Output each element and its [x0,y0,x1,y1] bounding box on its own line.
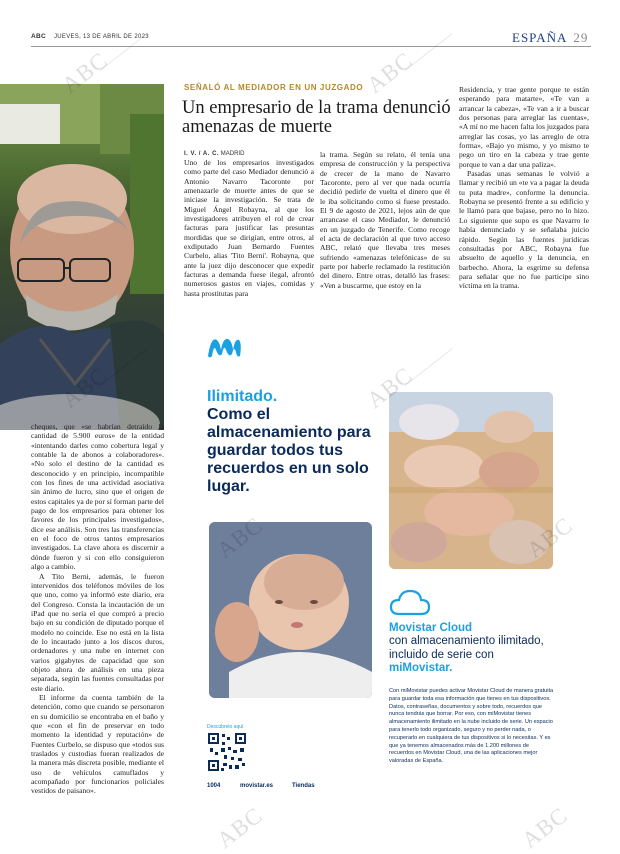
baby-photo [209,522,372,698]
byline-author: I. V. / A. C. [184,151,220,157]
ad-product-block [389,622,549,676]
running-header [31,33,149,40]
ad-headline-highlight: Ilimitado. [207,388,278,405]
issue-date: JUEVES, 13 DE ABRIL DE 2023 [53,34,149,40]
article-column-1 [184,158,314,298]
article-paragraph: Pasadas unas semanas le volvió a llamar y recibió un «te va a pagar la deuda tu puta madre», conforme la denuncia. Robayna se presentó frente a su edificio y le llamó para que bajase, pero no lo hizo. Lo siguiente que supo es que Navarro le había denunciado y se señalaba juicio rápido. Según las fuentes jurídicas consultadas por ABC, Robayna fue absuelto de aquello y la denuncia, en barbecho. Ahora, la esgrime su defensa para señalar que no fue participe sino víctima en la trama. [459,169,589,291]
watermark: ABC [517,802,573,853]
qr-code[interactable] [207,732,247,772]
article-paragraph: El informe da cuenta también de la detención, como que cuando se personaron en su domicilio se encontraba en el baño y que «con el fin de preservar en todo momento la identidad y reputación» de Fuentes Curbelo, se dispuso que «todos sus traslados y custodias fueran realizados de la manera más discreta posible, mediante el uso de vehículos camuflados y acompañado por funcionarios policiales vestidos de paisano». [31,692,164,796]
article-column-4 [31,422,164,796]
cloud-icon [389,588,431,621]
section-label [512,30,588,46]
article-paragraph: la trama. Según su relato, él tenía una empresa de construcción y la perspectiva de crecer de la mano de Navarro Tacoronte, pero al ver que nada ocurría decidió pedirle de vuelta el dinero que él le iba solicitando como si fuese prestado. El 9 de agosto de 2021, lejos aún de que arrancase el caso Mediador, le denunció en un juzgado de Tenerife. Como recoge el acta de declaración al que tuvo acceso ABC, relató que llevaba tres meses sufriendo «amenazas telefónicas» de su parte por haberle reclamado la restitución del dinero. Entre otras, detalló las frases: «Ven a buscarme, que estoy en la [320,150,450,290]
article-paragraph: Uno de los empresarios investigados como parte del caso Mediador denunció a Antonio Navarro Tacoronte por amenazarle de muerte antes de que se iniciase la investigación. Se trata de Miguel Ángel Robayna, al que los investigadores atribuyen el rol de crear facturas para justificar las presuntas mordidas que se dirigían, entre otros, al exdiputado Juan Bernardo Fuentes Curbelo, alias 'Tito Berni'. Robayna, que ante la juez dijo desconocer que expedir facturas a demanda fuese ilegal, afrontó numerosos gastos en viajes, comidas y hasta prostitutas para [184,158,314,298]
product-brand: miMovistar. [389,662,453,675]
article-paragraph: cheques, que «se habrían detraído la cantidad de 5.900 euros» de la entidad «intentando darles como cobertura legal y contable la de abonos a colaboradores». «No solo el destino de la cantidad es desconocido y en principio, incompatible con los fines de una actividad asociativa sin ánimo de lucro, sino que el origen de estos capitales ya de por sí forman parte del pago de los empresarios para obtener los favores de los principales investigados», dice ese análisis. Son tres las transferencias en el foco de otros tantos empresarios investigados. La clave ahora es discernir a dónde fueron y si con ello consiguieron algo a cambio. [31,422,164,572]
watermark: ABC [212,802,268,853]
article-paragraph: Residencia, y trae gente porque te están esperando para matarte», «Te van a arrancar la cabeza», «Te van a ir a buscar dos personas para arreglar las cuentas», «A mí no me hacen falta los juzgados para arreglar las cosas, yo las arreglo de otra forma», «Bajo yo mismo, y yo mismo te pego un tiro en la cabeza y trae gente porque te van a dar una paliza». [459,85,589,169]
babies-group-photo [389,392,553,569]
page-number: 29 [573,30,589,45]
byline-place: MADRID [220,151,245,157]
movistar-logo-icon [206,334,242,365]
ad-headline [207,388,382,496]
header-rule [31,46,591,47]
watermark-rule [405,33,453,71]
ad-website-link[interactable]: movistar.es [240,783,274,789]
man-with-glasses-photo [0,84,164,430]
article-column-2 [320,150,450,290]
fine-print-text-end: mejor valoradas de España. [389,750,538,765]
qr-label: Descúbrelo aquí [207,724,244,730]
article-paragraph: A Tito Berni, además, le fueron intervenidos dos teléfonos móviles de los que uno, como ya informó este diario, era del Congreso. Consta la incautación de un iPad que no sería el que compró a precio bajo en su condición de diputado porque el modelo no coincide. Ese no está en la lista de lo incautado junto a los discos duros, ordenadores y una nube en internet con varios gigabytes de capacidad que son objeto ahora de análisis en una pieza separada, según las fuentes consultadas por este diario. [31,571,164,693]
ad-headline-rest: Como el almacenamiento para guardar todos tus recuerdos en un solo lugar. [207,406,371,495]
fine-print-text: Con miMovistar puedes activar Movistar Cloud de manera gratuita para guardar toda esa información que tienes en tus dispositivos. Datos, contraseñas, documentos y sobre todo, recuerdos que nunca tendrás que borrar. Por eso, con miMovistar tienes almacenamiento ilimitado en la nube incluido de serie. Un espacio para tenerlo todo organizado, seguro y no perder nada, o recuperarlo en cualquiera de tus dispositivos si lo necesitas. Y es que ya tenemos almacenados más de 1.200 millones de recuerdos en Movistar Cloud, una de las aplicaciones [389,688,554,757]
article-photo [0,84,164,430]
ad-phone[interactable]: 1004 [207,783,221,789]
ad-fine-print [389,688,554,766]
product-description: con almacenamiento ilimitado, incluido de serie con [389,635,544,661]
byline [184,151,244,157]
article-headline: Un empresario de la trama denunció amenazas de muerte [182,98,451,137]
section-name: ESPAÑA [512,30,568,45]
watermark: ABC [57,47,113,98]
watermark: ABC [362,47,418,98]
product-name: Movistar Cloud [389,622,473,634]
article-column-3 [459,85,589,291]
ad-stores-link[interactable]: Tiendas [292,783,315,789]
masthead: ABC [31,33,46,40]
article-kicker: SEÑALÓ AL MEDIADOR EN UN JUZGADO [184,83,364,92]
